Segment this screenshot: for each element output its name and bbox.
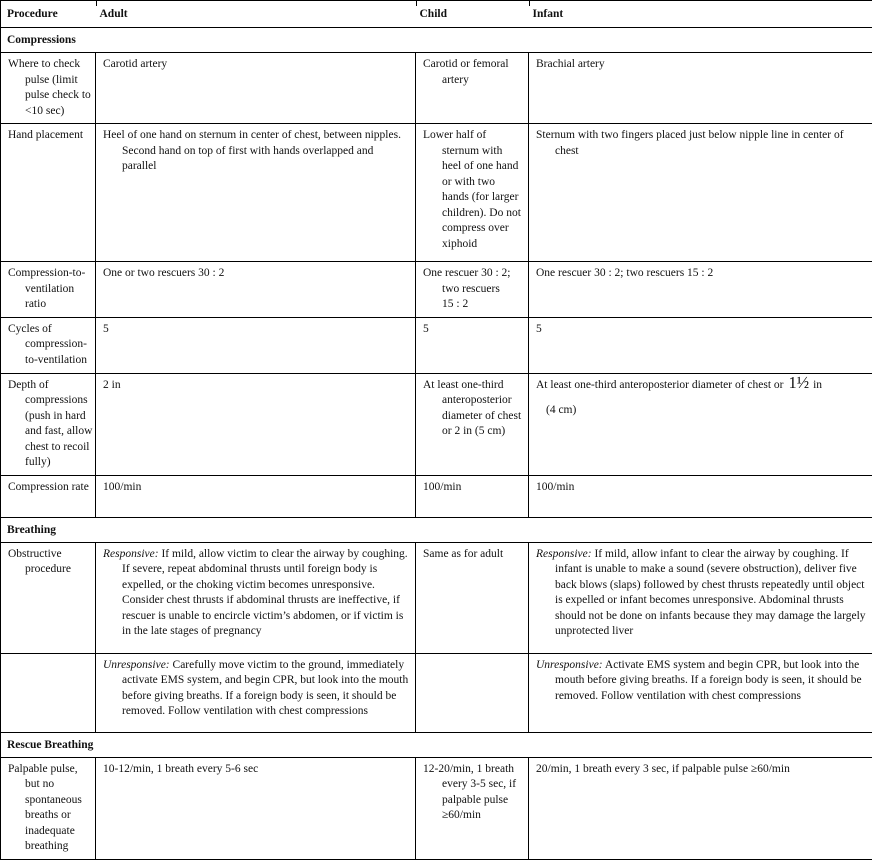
cell-rate-procedure: Compression rate bbox=[1, 475, 96, 517]
column-header-adult: Adult bbox=[96, 1, 416, 28]
responsive-label: Responsive: bbox=[103, 548, 159, 560]
cell-obstructive-procedure: Obstructive procedure bbox=[1, 542, 96, 653]
column-divider-tick bbox=[416, 1, 417, 6]
cell-obstructive-unresponsive-infant bbox=[529, 653, 872, 732]
column-header-procedure: Procedure bbox=[1, 1, 96, 28]
cell-hand-placement-adult: Heel of one hand on sternum in center of chest, between nipples. Second hand on top of first with hands overlapped and parallel bbox=[96, 124, 416, 262]
unresponsive-label: Unresponsive: bbox=[103, 659, 170, 671]
cell-obstructive-unresponsive-adult bbox=[96, 653, 416, 732]
cell-ratio-adult: One or two rescuers 30 : 2 bbox=[96, 262, 416, 318]
responsive-infant-text: If mild, allow infant to clear the airway by coughing. If infant is unable to make a sound (severe obstruction), deliver five back blows (slaps) followed by chest thrusts repeatedly until object is expelled or infant becomes unresponsive. Abdominal thrusts should not be done on infants because they may damage the largely unprotected liver bbox=[555, 548, 866, 638]
column-header-child: Child bbox=[416, 1, 529, 28]
cell-palpable-pulse-infant: 20/min, 1 breath every 3 sec, if palpable pulse ≥60/min bbox=[529, 757, 872, 859]
cell-obstructive-responsive-adult bbox=[96, 542, 416, 653]
cell-cycles-infant: 5 bbox=[529, 317, 872, 373]
unresponsive-adult-text: Carefully move victim to the ground, immediately activate EMS system, and begin CPR, but look into the mouth before giving breaths. If a foreign body is seen, it should be removed. Follow ventilation with chest compressions bbox=[122, 659, 408, 718]
table-row-obstructive-responsive bbox=[1, 542, 872, 653]
table-row-compression-ventilation-ratio bbox=[1, 262, 872, 318]
unresponsive-label: Unresponsive: bbox=[536, 659, 603, 671]
cell-depth-procedure: Depth of compressions (push in hard and fast, allow chest to recoil fully) bbox=[1, 373, 96, 475]
cell-rate-adult: 100/min bbox=[96, 475, 416, 517]
cell-hand-placement-procedure: Hand placement bbox=[1, 124, 96, 262]
cell-depth-adult: 2 in bbox=[96, 373, 416, 475]
table-row-cycles bbox=[1, 317, 872, 373]
responsive-label: Responsive: bbox=[536, 548, 592, 560]
cell-rate-child: 100/min bbox=[416, 475, 529, 517]
cell-ratio-child: One rescuer 30 : 2; two rescuers 15 : 2 bbox=[416, 262, 529, 318]
depth-infant-unit: in bbox=[813, 379, 822, 391]
cell-rate-infant: 100/min bbox=[529, 475, 872, 517]
responsive-adult-text: If mild, allow victim to clear the airway by coughing. If severe, repeat abdominal thrusts until foreign body is expelled, or the choking victim becomes unresponsive. Consider chest thrusts if abdominal thrusts are ineffective, if rescuer is unable to encircle victim’s abdomen, or if victim is in the late stages of pregnancy bbox=[122, 548, 408, 638]
cell-pulse-check-adult: Carotid artery bbox=[96, 53, 416, 124]
cell-palpable-pulse-procedure: Palpable pulse, but no spontaneous breaths or inadequate breathing bbox=[1, 757, 96, 859]
cell-pulse-check-procedure: Where to check pulse (limit pulse check to <10 sec) bbox=[1, 53, 96, 124]
cell-ratio-procedure: Compression-to-ventilation ratio bbox=[1, 262, 96, 318]
cell-pulse-check-child: Carotid or femoral artery bbox=[416, 53, 529, 124]
section-header-breathing: Breathing bbox=[1, 517, 872, 542]
column-divider-tick bbox=[529, 1, 530, 6]
table-row-compression-rate bbox=[1, 475, 872, 517]
cell-cycles-procedure: Cycles of compression-to-ventilation bbox=[1, 317, 96, 373]
section-row-compressions bbox=[1, 28, 872, 53]
cell-palpable-pulse-child: 12-20/min, 1 breath every 3-5 sec, if palpable pulse ≥60/min bbox=[416, 757, 529, 859]
cell-pulse-check-infant: Brachial artery bbox=[529, 53, 872, 124]
section-row-breathing bbox=[1, 517, 872, 542]
cell-cycles-adult: 5 bbox=[96, 317, 416, 373]
column-header-infant: Infant bbox=[529, 1, 872, 28]
table-header-row bbox=[1, 1, 872, 28]
table-row-obstructive-unresponsive bbox=[1, 653, 872, 732]
cell-palpable-pulse-adult: 10-12/min, 1 breath every 5-6 sec bbox=[96, 757, 416, 859]
depth-infant-text: At least one-third anteroposterior diameter of chest or bbox=[536, 379, 783, 391]
cell-obstructive-responsive-infant bbox=[529, 542, 872, 653]
cell-depth-infant bbox=[529, 373, 872, 475]
cell-depth-child: At least one-third anteroposterior diameter of chest or 2 in (5 cm) bbox=[416, 373, 529, 475]
section-row-rescue-breathing bbox=[1, 732, 872, 757]
table-row-hand-placement bbox=[1, 124, 872, 262]
section-header-rescue-breathing: Rescue Breathing bbox=[1, 732, 872, 757]
unresponsive-infant-text: Activate EMS system and begin CPR, but look into the mouth before giving breaths. If a foreign body is seen, it should be removed. Follow ventilation with chest compressions bbox=[555, 659, 862, 702]
cell-hand-placement-child: Lower half of sternum with heel of one hand or with two hands (for larger children). Do not compress over xiphoid bbox=[416, 124, 529, 262]
cell-unresponsive-child-empty bbox=[416, 653, 529, 732]
table-row-palpable-pulse bbox=[1, 757, 872, 859]
table-row-depth bbox=[1, 373, 872, 475]
table-row-pulse-check bbox=[1, 53, 872, 124]
column-divider-tick bbox=[96, 1, 97, 6]
cell-unresponsive-procedure-empty bbox=[1, 653, 96, 732]
depth-infant-fraction: 1½ bbox=[788, 373, 809, 392]
depth-infant-cm: (4 cm) bbox=[546, 403, 867, 419]
cell-cycles-child: 5 bbox=[416, 317, 529, 373]
section-header-compressions: Compressions bbox=[1, 28, 872, 53]
cell-obstructive-child: Same as for adult bbox=[416, 542, 529, 653]
cell-ratio-infant: One rescuer 30 : 2; two rescuers 15 : 2 bbox=[529, 262, 872, 318]
cell-hand-placement-infant: Sternum with two fingers placed just below nipple line in center of chest bbox=[529, 124, 872, 262]
